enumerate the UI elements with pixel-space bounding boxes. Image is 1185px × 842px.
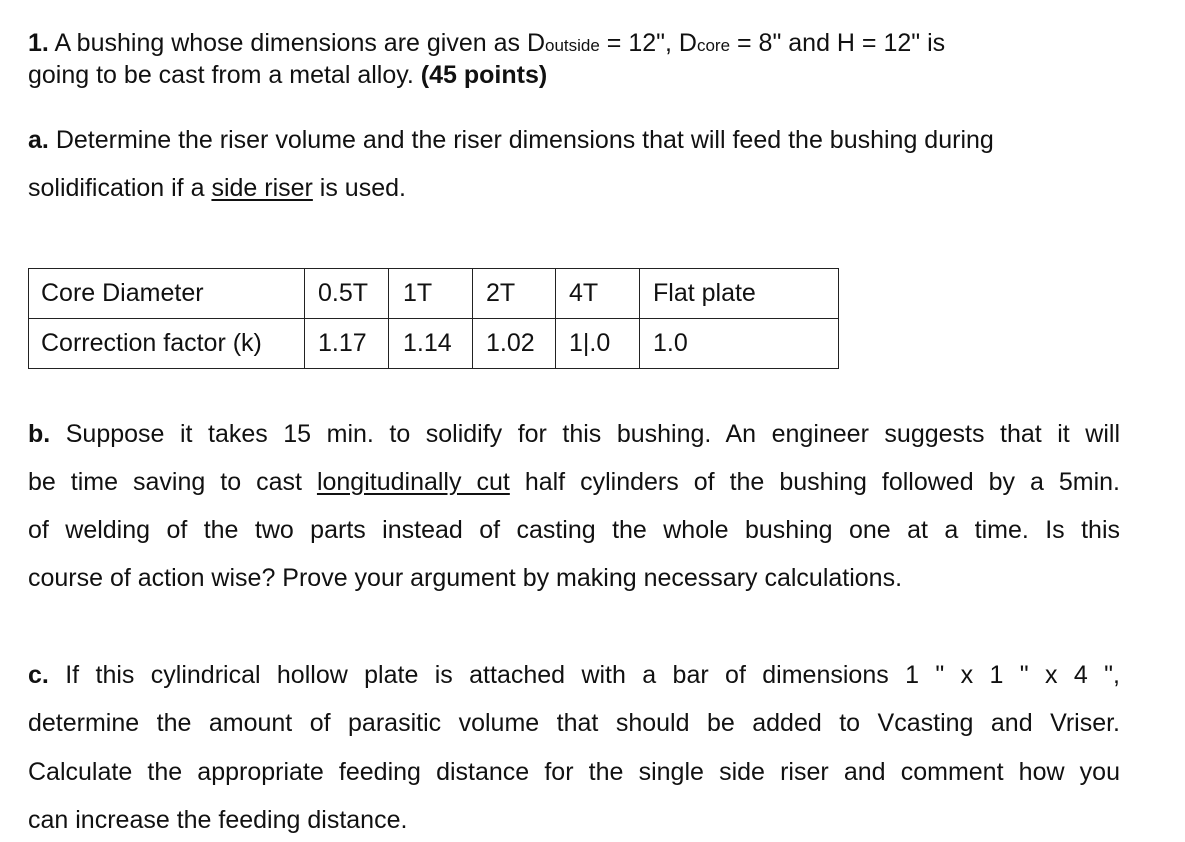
part-a-line-2 (28, 173, 406, 203)
part-a-text-2-pre: solidification if a (28, 174, 212, 202)
problem-points: (45 points) (420, 61, 548, 89)
table-row (29, 319, 839, 369)
part-c-text-4: can increase the feeding distance. (28, 806, 408, 834)
table-cell: 1.0 (640, 319, 839, 369)
part-b-line-2 (28, 467, 1120, 497)
part-a-text-2-post: is used. (312, 174, 406, 202)
part-b-longitudinally-cut: longitudinally cut (316, 468, 510, 496)
problem-number: 1. (28, 29, 49, 57)
problem-statement-line-2 (28, 60, 547, 90)
subscript-outside: outside (545, 36, 600, 55)
problem-intro-a: A bushing whose dimensions are given as D (54, 29, 546, 57)
part-b-line-1 (28, 419, 1120, 449)
correction-factor-table (28, 268, 839, 369)
part-b-text-1: Suppose it takes 15 min. to solidify for this bushing. An engineer suggests that it will (65, 420, 1120, 448)
part-c-text-1: If this cylindrical hollow plate is attached with a bar of dimensions 1 " x 1 " x 4 ", (65, 661, 1120, 689)
part-c-text-3: Calculate the appropriate feeding distance for the single side riser and comment how you (28, 758, 1120, 786)
problem-intro-line2: going to be cast from a metal alloy. (28, 61, 414, 89)
part-b-line-4 (28, 563, 902, 593)
part-a-label: a. (28, 126, 49, 154)
part-c-line-3 (28, 757, 1120, 787)
table-cell: 0.5T (305, 269, 389, 319)
part-c-text-2: determine the amount of parasitic volume that should be added to Vcasting and Vriser. (28, 709, 1120, 737)
part-b-text-4: course of action wise? Prove your argument by making necessary calculations. (28, 564, 903, 592)
table-cell: 1.02 (473, 319, 556, 369)
table-cell: Flat plate (640, 269, 839, 319)
part-c-line-2 (28, 708, 1120, 738)
part-b-text-2-pre: be time saving to cast (28, 468, 317, 496)
part-a-side-riser: side riser (211, 174, 313, 202)
table-cell: Correction factor (k) (29, 319, 305, 369)
problem-statement-line-1 (28, 28, 945, 61)
part-c-line-4 (28, 805, 407, 835)
part-c-line-1 (28, 660, 1120, 690)
table-cell: 1|.0 (556, 319, 640, 369)
part-a-text-1: Determine the riser volume and the riser dimensions that will feed the bushing during (55, 126, 994, 154)
part-b-text-3: of welding of the two parts instead of casting the whole bushing one at a time. Is this (28, 516, 1120, 544)
table-cell: 2T (473, 269, 556, 319)
table-cell: 4T (556, 269, 640, 319)
subscript-core: core (696, 36, 731, 55)
table-cell: 1T (389, 269, 473, 319)
problem-intro-b: = 12", D (599, 29, 697, 57)
part-b-text-2-post: half cylinders of the bushing followed by a 5min. (509, 468, 1120, 496)
table-cell: 1.14 (389, 319, 473, 369)
part-b-line-3 (28, 515, 1120, 545)
part-a-line-1 (28, 125, 994, 155)
table-header-row (29, 269, 839, 319)
problem-intro-c: = 8" and H = 12" is (730, 29, 946, 57)
table-cell: Core Diameter (29, 269, 305, 319)
table-cell: 1.17 (305, 319, 389, 369)
part-c-label: c. (28, 661, 49, 689)
part-b-label: b. (28, 420, 51, 448)
